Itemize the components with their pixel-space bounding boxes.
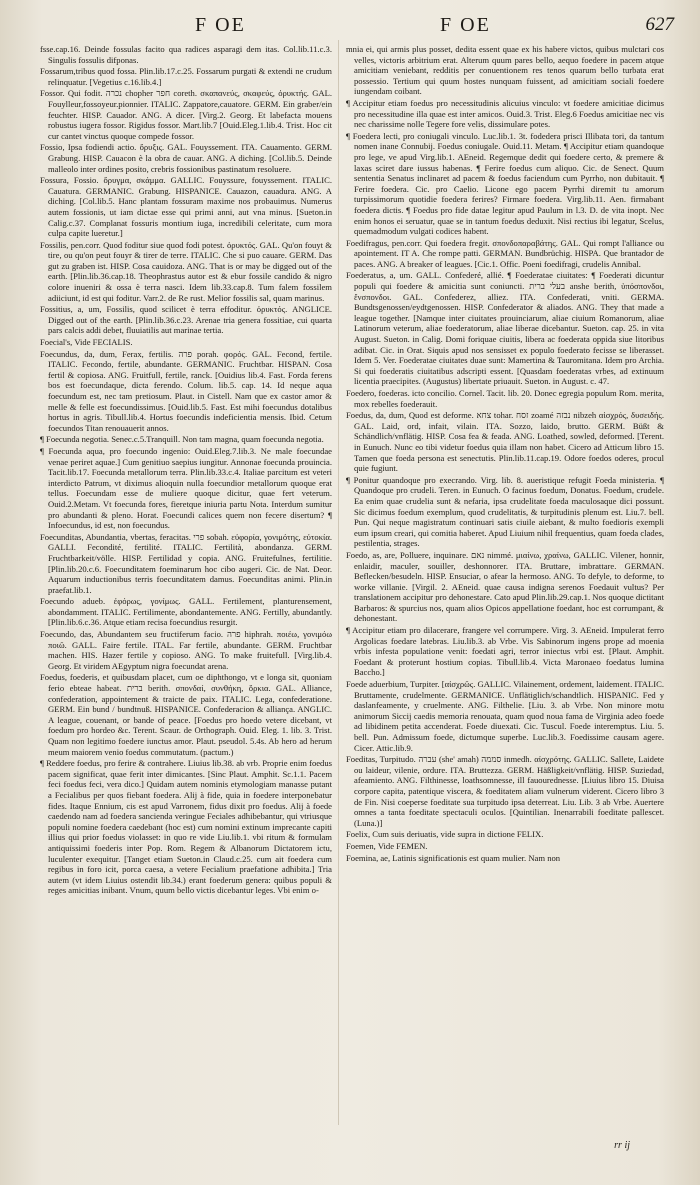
dictionary-entry: Foedo, as, are, Polluere, inquinare. נאם nimmé. μιαίνω, χραίνω, GALLIC. Vilener, honnir, enlaidir, maculer, souiller, deshonnorer. ITA. Bruttare, imbrattare. GERMAN. Beflecken/besudeln. HISP. Ensuciar, o afear la hermoso. ANG. To defyle, to deforme, to worke villanie. [Virgil. 2. AEneid. quae causa indigna serenos Foedauit vultus? Per translationem accipitur pro dehonestare. Cato apud Plin.lib.29.cap.1. Nos quoque dictitant Barbaros: & spurcius nos, quam alios Opicos appellatione foedant, hoc est corrumpant, & dehonestant. (346, 549, 664, 624)
dictionary-entry: ¶ Reddere foedus, pro ferire & contrahere. Liuius lib.38. ab vrb. Proprie enim foedus pacem significat, quae ferit inter dimicantes. [Sinc Plaut. Amphit. Sc.1.1. Pacem feci foedus feci, vera dico.] Quidam autem nominis etymologiam manasse putant a Fecialibus per quos fiebant foedera. Alij à fide, quia in foedere interponebatur fides. Itaque Ennium, cis est apud Varronem, fidus dixit pro foedus. Alij à foede caedendo nam ad foedera sancienda veringue Feciales adhibebantur, qui vtriusque populi nomine foedera caedebant (hoc est) cum nomini extinum imprecante capiti illius qui prior foedus violasset: in quo re vide Liu.lib.1. vbi ritum & formulam antiquissimi foederis inter Pop. Rom. Regem & Albanorum Dictatorem ictu, luculenter exequitur. [Tanget etiam Sueton.in Claud.c.25. cum ait foedera cum regibus in foro icit, porca caesa, a vetere Fecialium praefatione adhibita.] Tria autem (vt idem Liuius ostendit lib.34.) erant foederum genera: quibus populi & reges amicitias inibant. Vnum, quum bello victis dicebantur leges. Vbi enim o- (40, 758, 332, 896)
dictionary-entry: Foede aduerbium, Turpiter. [αἰσχρῶς. GALLIC. Vilainement, ordement, laidement. ITALIC. Bruttamente, crudelmente. GERMANICE. Unflätiglich/schandtlich. HISPANIC. Fed y daslanfeamente, y cruelmente. ANG. Filthelie. [Liu. 3. ab Vrbe. Non minore motu animorum Siccij caedis memoria renouata, quam quod noua fama de Virginia adeo foede ad libidinem petita accenderat. Foede diuexati. Cic. Tuscul. Foede interemptus. Liu. 5. bell. Pun. Admissum foede, dictumque superbe. Luc.lib.3. Foedissime causam agere. Cicer. Attic.lib.9. (346, 679, 664, 753)
dictionary-entry: Foecundus, da, dum, Ferax, fertilis. פרה porah. φορός. GAL. Fecond, fertile. ITALIC. Fecondo, fertile, abundante. GERMANIC. Fruchtbar. HISPAN. Cosa fertil & copiosa. ANG. Fruitfull, fertile, ranck. [Ouidius lib.4. Fast. Forda ferens bos est foecundaque, dicta ferendo. Colum. lib.5. cap. 14. Id neque aqua foecundum est, nec tam pretiosum. Plaut. in Cistell. Nam que ex castor amor & melle & felle est foecundissimus. [Ouid.lib.5. Fast. Est mihi foecundus dotalibus hortus in agris. Tibull.lib.4. Hortus foecundis indeficientia mensis. Ibid. Cetum foecundos Titan renouauerit annos. (40, 348, 332, 433)
dictionary-entry: ¶ Foedera lecti, pro coniugali vinculo. Luc.lib.1. 3t. fodedera prisci Illibata tori, da tantum nomen inane Connubij. Foedus coniugale. Ouid.11. Metam. ¶ Accipitur etiam quandoque pro lege, ve apud Virg.lib.1. AEneid. Regemque dedit qui foedere certo, & premere & laxas sciret dare iussus habenas. ¶ Ferire foedus cum aliquo. Cic. de Senect. Quum sententia Senatus inclinaret ad pacem & foedus faciendum cum Pyrrho, non dubitauit. ¶ Ferire foedera. Cic. pro Caelio. Licone ego pacem Pyrrhi diremit tu amorum turpissimorum quotidie foedera ferires? Firmare foedera. Virg.lib.11. Aen. firmabant foedera dictis. ¶ Foedus pro fide datae legitur apud Paulum in l.3. D. de vita inopt. Nec enim honos ei seruatur, quae se in tantum foedus deduxit. Nisi rectius ibi legatur, Scelus, quemadmodum vulgati codices habent. (346, 130, 664, 237)
dictionary-entry: Foedero, foederas. icto concilio. Cornel. Tacit. lib. 20. Donec egregia populum Rom. merita, mox rebelles foederauit. (346, 388, 664, 409)
dictionary-entry: Foedus, foederis, et quibusdam placet, cum oe diphthongo, vt e longa sit, quoniam ferio ebteae habeat. ברית berith. σπονδαί, συνθήκη, ὅρκια. GAL. Alliance, confederation, appointement & traicte de paix. ITALIC. Lega, confederatione. GERM. Ein bund / bundtnuß. HISPANICE. Confederacion & alliança. ANGLIC. A league, couenant, or bande of peace. [Foedus pro hoedo vetere dicebant, vt foedum pro hordeo &c. Terent. Scaur. de Orthograph. Ouid. Eleg. 1. lib. 3. Trist. Quam non legitimo foedere iunctus amor. Plaut. pseudol. 5.4s. Ab hero ad herum meum maiorem venio foedus commutatum. (pactum.) (40, 672, 332, 757)
dictionary-entry: Fossor. Qui fodit. נכרה chopher חפר coreth. σκαπανεύς, σκαφεύς, ὀρυκτής. GAL. Fouylleur,fossoyeur.pionnier. ITALIC. Zappatore,cauatore. GERM. Ein graber/ein feuchter. HISP. Cauador. ANG. A dicer. [Virg.2. Georg. Et labefacta mouens robustus iugera fossor. Rigidus fossor. Mart.lib.7 [Ouid.Eleg.1.lib.4. Trist. Hoc cit cur cantet vinctus quoque compede fossor. (40, 88, 332, 141)
signature-mark: rr ij (614, 1140, 630, 1151)
dictionary-entry: Foedus, da, dum, Quod est deforme. צחא tohar. זסח zoamé נבזה nibzeh αἰσχρός, δυσειδής. GAL. Laid, ord, infait, vilain. ITA. Sozzo, laido, brutto. GERM. Büßt & Schändlich/vnflätig. HISP. Cosa fea & feada. ANG. Loathed, sowled, deformed. [Terent. in Eunuch. Nunc eo tibi videtur foedus quia illam non habet. Cicero ad Atticum libro 15. Tamen que foeda persona est senectutis. Plin.lib.11.cap.19. Odore foedos oderes, procul quie fugiunt. (346, 410, 664, 474)
dictionary-entry: Foecunditas, Abundantia, vbertas, feracitas. פרי sobah. εὐφορία, γονιμότης, εὐτοκία. GALLI. Fecondité, fertilité. ITALIC. Fertilità, abondanza. GERM. Fruchtbarkeit/völle. HISP. Fertilidad y copia. ANG. Fruitefulnes, fertilitie. [Plin.lib.20.c.6. Foecunditatem foeminarum hoc cibo augeri. Cic. de Nat. Deor. Aquarum inductionibus terris foecunditatem damus. Foecunditas animi. Plin.in praefat.lib.1. (40, 531, 332, 595)
dictionary-entry: Fossio, Ipsa fodiendi actio. ὄρυξις. GAL. Fouyssement. ITA. Cauamento. GERM. Grabung. HISP. Cauacon è la obra de cauar. ANG. A diching. [Col.lib.5. Deinde malleolo inter ordines posito, crebris fossionibus pastinatum resoluere. (40, 142, 332, 174)
dictionary-entry: Foedifragus, pen.corr. Qui foedera fregit. σπονδοπαραβάτης. GAL. Qui rompt l'alliance ou apointement. IT A. Che rompe patti. GERMAN. Bundbrüchig. HISPA. Que brantador de paces. ANG. A breaker of leagues. [Cic.1. Offic. Poeni foedifragi, crudelis Annibal. (346, 237, 664, 269)
page-number: 627 (645, 14, 674, 35)
right-column (346, 44, 664, 1125)
right-running-head: F OE (440, 14, 491, 36)
dictionary-entry: ¶ Foecunda aqua, pro foecundo ingenio: Ouid.Eleg.7.lib.3. Ne male foecundae venae periret aquae.] Cum genitiuo saepius iungitur. Annonae foecunda prouincia. Tacit.lib.17. Foecunda metallorum terra. Plin.lib.33.c.4. Italiae parcitum est veteri interdicto Patrum, vt diximus alioquin nulla foecundior metallorum quoque erat tellus. Foecundam esse de muliere quoque dicitur, quae fert veterum. Ouid.2.Metam. Vt foecunda fores, fieretque iniuria partu Nota. Interdum sumitur pro abundanti & pleno. Horat. Foecundi calices quem non fecere disertum? ¶ Infoecundus, id est, non foecundus. (40, 445, 332, 531)
dictionary-entry: ¶ Accipitur etiam foedus pro necessitudinis alicuius vinculo: vt foedere amicitiae dicimus pro necessitudine illa quae est inter amicos. Ouid.3. Trist. Eleg.6 Foedus amicitiae nec vis nec charissime nolle Tegere fore velis, dissimulare potes. (346, 97, 664, 130)
dictionary-entry: Foemina, ae, Latinis significationis est quam mulier. Nam non (346, 852, 561, 863)
dictionary-entry: ¶ Ponitur quandoque pro execrando. Virg. lib. 8. aueristique refugit Foeda ministeria. ¶ Quandoque pro crudeli. Teren. in Eunuch. O facinus foedum, Donatus. Foedum, crudele. Ea enim quae crudelia sunt & nefaria, ipsa crudelitate foeda maculosaque dici possunt. Sic dicimus foedum exemplum, quod crudelitatis, & turpitudinis plenum est. Liu.7. bell. Pun. Qui neque magistratum continuari satis ciuile aiebant, & multo foedioris exempli eum ipsum creari, qui comitia haberet. Apud Liuium nihil frequentius, quam foeda clades, pestilentia, strages. (346, 474, 664, 549)
dictionary-entry: Foelix, Cum suis deriuatis, vide supra in dictione FELIX. (346, 829, 544, 840)
left-running-head: F OE (195, 14, 246, 36)
dictionary-entry: Fossilis, pen.corr. Quod foditur siue quod fodi potest. ὀρυκτός. GAL. Qu'on fouyt & tire, ou qu'on peut fouyr & tirer de terre. ITALIC. Che si puo cauare. GERM. Das gut zu graben ist. HISP. Cosa cauidoza. ANG. That is or may be digged out of the earth. [Plin.lib.36.cap.18. Theophrastus autor est & ebur fossile candido & nigro colore inueniri & ossa è terra nasci. Idem lib.33.cap.8. Tum falem fossilem adiiciunt, id est qui foditur. Varr.2. de Re rust. Melior fossilis sal, quam marinus. (40, 239, 332, 303)
dictionary-entry: Fossura, Fossio. ὄρυγμα, σκάμμα. GALLIC. Fouyssure, fouyssement. ITALIC. Cauatura. GERMANIC. Grabung. HISPANICE. Cauazon, cauadura. ANG. A diching. [Col.lib.5. Hanc plantam fossuram maxime nos probauimus. Numerus autem fossionis, ut iam dictae esse qui primi anni, aut vna minus. [Sueton.in Calig.c.37. Complanat fossuris montium iuga, incredibili celeritate, cum mora culpa capite lueretur.] (40, 175, 332, 239)
dictionary-entry: Foecial's, Vide FECIALIS. (40, 337, 133, 348)
dictionary-entry: Foeditas, Turpitudo. עברה (she' amah) סממה inmedh. αἰσχρότης. GALLIC. Sallete, Laidete ou laideur, vilenie, ordure. ITA. Bruttezza. GERM. Häßligkeit/vnflätig. HISP. Suziedad, afeamiento. ANG. Filthinesse, loathsomnesse, ill fauourednesse. [Liuius libro 15. Diuisa corpore capita, patentique viscera, & foeditatem aliam vulnerum viderent. Cicero libro 3 de Fin. Nisi coeperse foeditate sua turpitudo ipsa deterreat. Liu. Lib. 3 ab Vrbe. Auertere omnes a tanta foeditate spectaculi oculos. [Quintilian. Inenarrabili foeditate pallescet. (Luna.)] (346, 754, 664, 828)
left-column (40, 44, 332, 1125)
dictionary-entry: Foecundo adueb. ἐφόρως, γονίμως. GALL. Fertilement, planturensement, abondamment. ITALIC. Fertilimente, abondantemente. ANG. Fertilly, abundantly. [Plin.lib.6.c.36. Atque etiam recisa foecundius resurgit. (40, 596, 332, 628)
dictionary-entry: Foemen, Vide FEMEN. (346, 840, 428, 851)
dictionary-entry: Fossitius, a, um, Fossilis, quod scilicet è terra effoditur. ὀρυκτός. ANGLICE. Digged out of the earth. [Plin.lib.36.c.23. Arenae tria genera fossitiae, cui quarta pars calcis addi debet, fluuiatilis aut marinae tertia. (40, 304, 332, 336)
dictionary-entry: Fossarum,tribus quod fossa. Plin.lib.17.c.25. Fossarum purgati & extendi ne crudum relinquatur. [Vegetius c.16.lib.4.] (40, 66, 332, 87)
running-header (0, 14, 700, 40)
dictionary-entry: ¶ Accipitur etiam pro dilacerare, frangere vel corrumpere. Virg. 3. AEneid. Impulerat ferro Argolicas foedare latebras. Liu.lib.3. ab Vrbe. Vis Sabinorum ingens prope ad moenia vrbis infesta populatione venit: foedati agri, terror iniectus vrbi est. [Plaut. Amphit. Foedant & proterunt hostium copias. Tibull.lib.4. Victa Maronaeo foedatus lumina Baccho.] (346, 625, 664, 678)
dictionary-entry: fsse.cap.16. Deinde fossulas facito qua radices asparagi dem itas. Col.lib.11.c.3. Singulis fossulis difponas. (40, 44, 332, 65)
dictionary-entry: Foecundo, das, Abundantem seu fructiferum facio. פרה hiphrah. ποιέω, γονιμόω ποιῶ. GALL. Faire fertile. ITAL. Far fertile, abundante. GERM. Fruchtbar machen. HIS. Hazer fertile y copioso. ANG. To make fruitefull. [Virg.lib.4. Georg. Et viridem AEgyptum nigra foecundat arena. (40, 629, 332, 671)
column-gutter (338, 40, 339, 1125)
dictionary-entry: ¶ Foecunda negotia. Senec.c.5.Tranquill. Non tam magna, quam foecunda negotia. (40, 434, 324, 445)
dictionary-entry: Foederatus, a, um. GALL. Confederé, allié. ¶ Foederatae ciuitates: ¶ Foederati dicuntur populi qui foedere & amicitia sunt coniuncti. בעלי ברית anshe berith, ὑπόσπονδοι, ἔνσπονδοι. GAL. Confederez, alliez. ITA. Confederati, vniti. GERMA. Bundtsgenossen/eydtgenossen. HISP. Confederator & aliados. ANG. They that made a league together. [Namque inter ciuitates prouinciarum, aliae ciuium Romanorum, aliae Latinorum veterum, aliae foederatorum, aliae liberae dicebantur. Sueton. cap. 25. in vita August. Sueton. in Calig. Domi foriquae ciuitis, libera ac foederata oppida siue litoribus adibat. Cic. in Orat. Siquis apud nos sensisset ex populo foederato fecisse se liberasset. Idem 5. Ver. Foederatae ciuitates duae sunt: Mamertina & Tauromitana. Idem pro Archia. Si qui foederatis ciuitatibus adscripti essent. [Quasdam foederatas vrbes, ad extinuum licentia praecipites. (Augustus) libertate priuauit. Sueton. in August. c. 47. (346, 270, 664, 387)
dictionary-entry: mnia ei, qui armis plus posset, dedita essent quae ex his habere victos, quibus mulctari cos velles, victoris arbitrium erat. Alterum quum pares bello, aequo foedere in pacem atque amicitiam veniebant, redditis per conuentionem res tenos quarum bello turbata erat possessio. Tertium qui quum hostes nunquam fuissent, ad amicitiam sociali foedere iungendam coibant. (346, 44, 664, 97)
